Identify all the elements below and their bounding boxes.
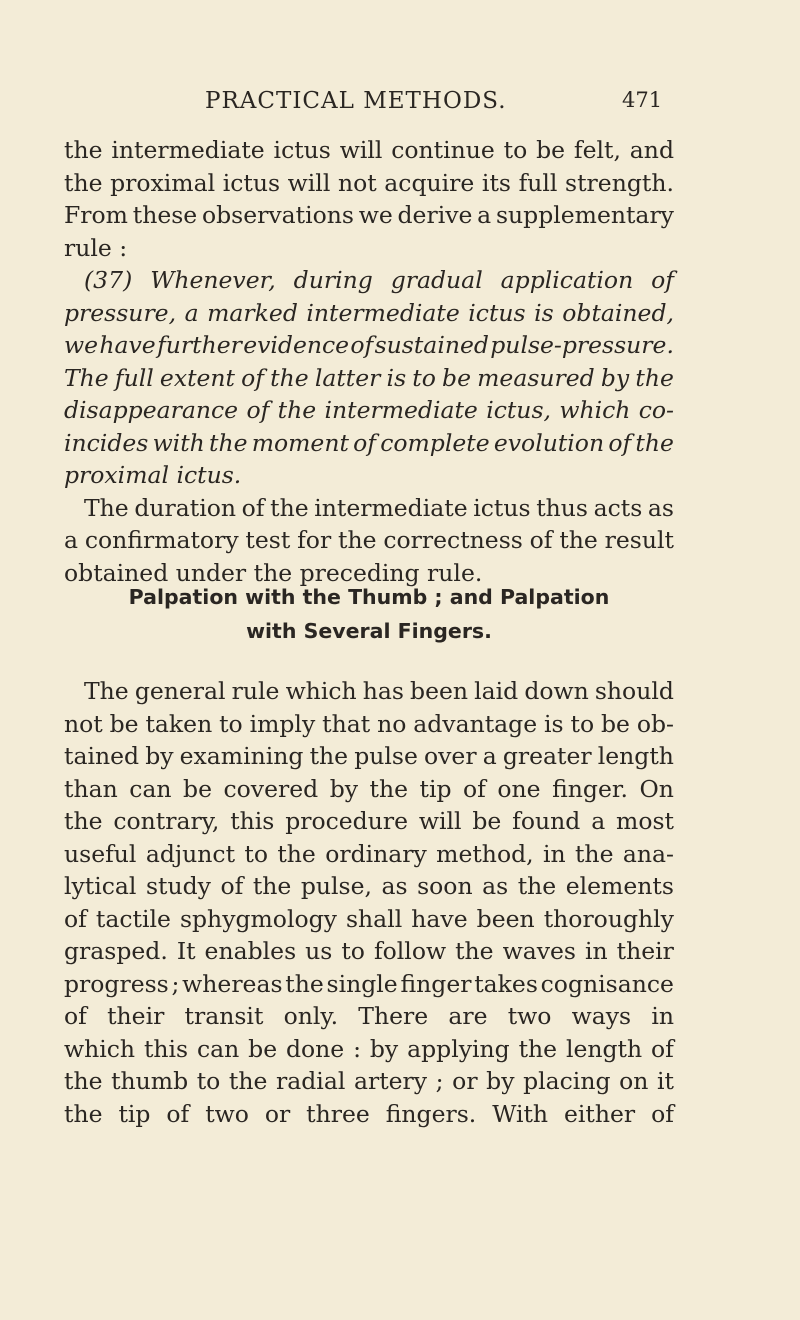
rule-line: The full extent of the latter is to be measured by the: [64, 363, 674, 392]
rule-line: proximal ictus.: [64, 461, 242, 489]
text-line: useful adjunct to the ordinary method, in the ana-: [64, 839, 674, 868]
running-head: [0, 88, 800, 118]
text-line: the intermediate ictus will continue to be felt, and: [64, 136, 674, 164]
text-line: the thumb to the radial artery ; or by placing on it: [64, 1067, 674, 1095]
text-line: obtained under the preceding rule.: [64, 558, 483, 587]
page-number: 471: [622, 88, 663, 112]
text-line: the contrary, this procedure will be found a most: [64, 807, 674, 835]
text-line: a confirmatory test for the correctness of the result: [64, 526, 674, 554]
paragraph-block-2: [64, 675, 674, 1130]
paragraph-block-1: [64, 134, 674, 589]
text-line: grasped. It enables us to follow the waves in their: [64, 937, 674, 965]
text-line: From these observations we derive a supplementary: [64, 201, 674, 229]
text-line: of their transit only. There are two ways in: [64, 1002, 674, 1030]
text-line: not be taken to imply that no advantage is to be ob-: [64, 709, 674, 738]
section-heading-line-2: with Several Fingers.: [246, 619, 492, 643]
text-line: of tactile sphygmology shall have been thoroughly: [64, 904, 674, 933]
text-line: rule :: [64, 233, 128, 262]
text-line: The duration of the intermediate ictus thus acts as: [84, 493, 674, 522]
text-line: which this can be done : by applying the length of: [64, 1034, 674, 1063]
rule-line: (37) Whenever, during gradual application of: [84, 266, 674, 294]
rule-line: incides with the moment of complete evolution of the: [64, 428, 674, 457]
text-line: The general rule which has been laid down should: [84, 677, 674, 705]
text-line: the tip of two or three fingers. With either of: [64, 1099, 674, 1128]
running-title: PRACTICAL METHODS.: [205, 88, 507, 114]
rule-line: pressure, a marked intermediate ictus is obtained,: [64, 298, 674, 327]
text-line: progress ; whereas the single finger takes cognisance: [64, 969, 674, 998]
text-line: tained by examining the pulse over a greater length: [64, 742, 674, 770]
section-heading-line-1: Palpation with the Thumb ; and Palpation: [128, 585, 610, 609]
text-line: than can be covered by the tip of one finger. On: [64, 774, 674, 803]
rule-line: disappearance of the intermediate ictus, which co-: [64, 396, 674, 424]
rule-line: we have further evidence of sustained pulse-pressure.: [64, 331, 674, 359]
text-line: lytical study of the pulse, as soon as the elements: [64, 872, 674, 900]
text-line: the proximal ictus will not acquire its full strength.: [64, 168, 674, 197]
